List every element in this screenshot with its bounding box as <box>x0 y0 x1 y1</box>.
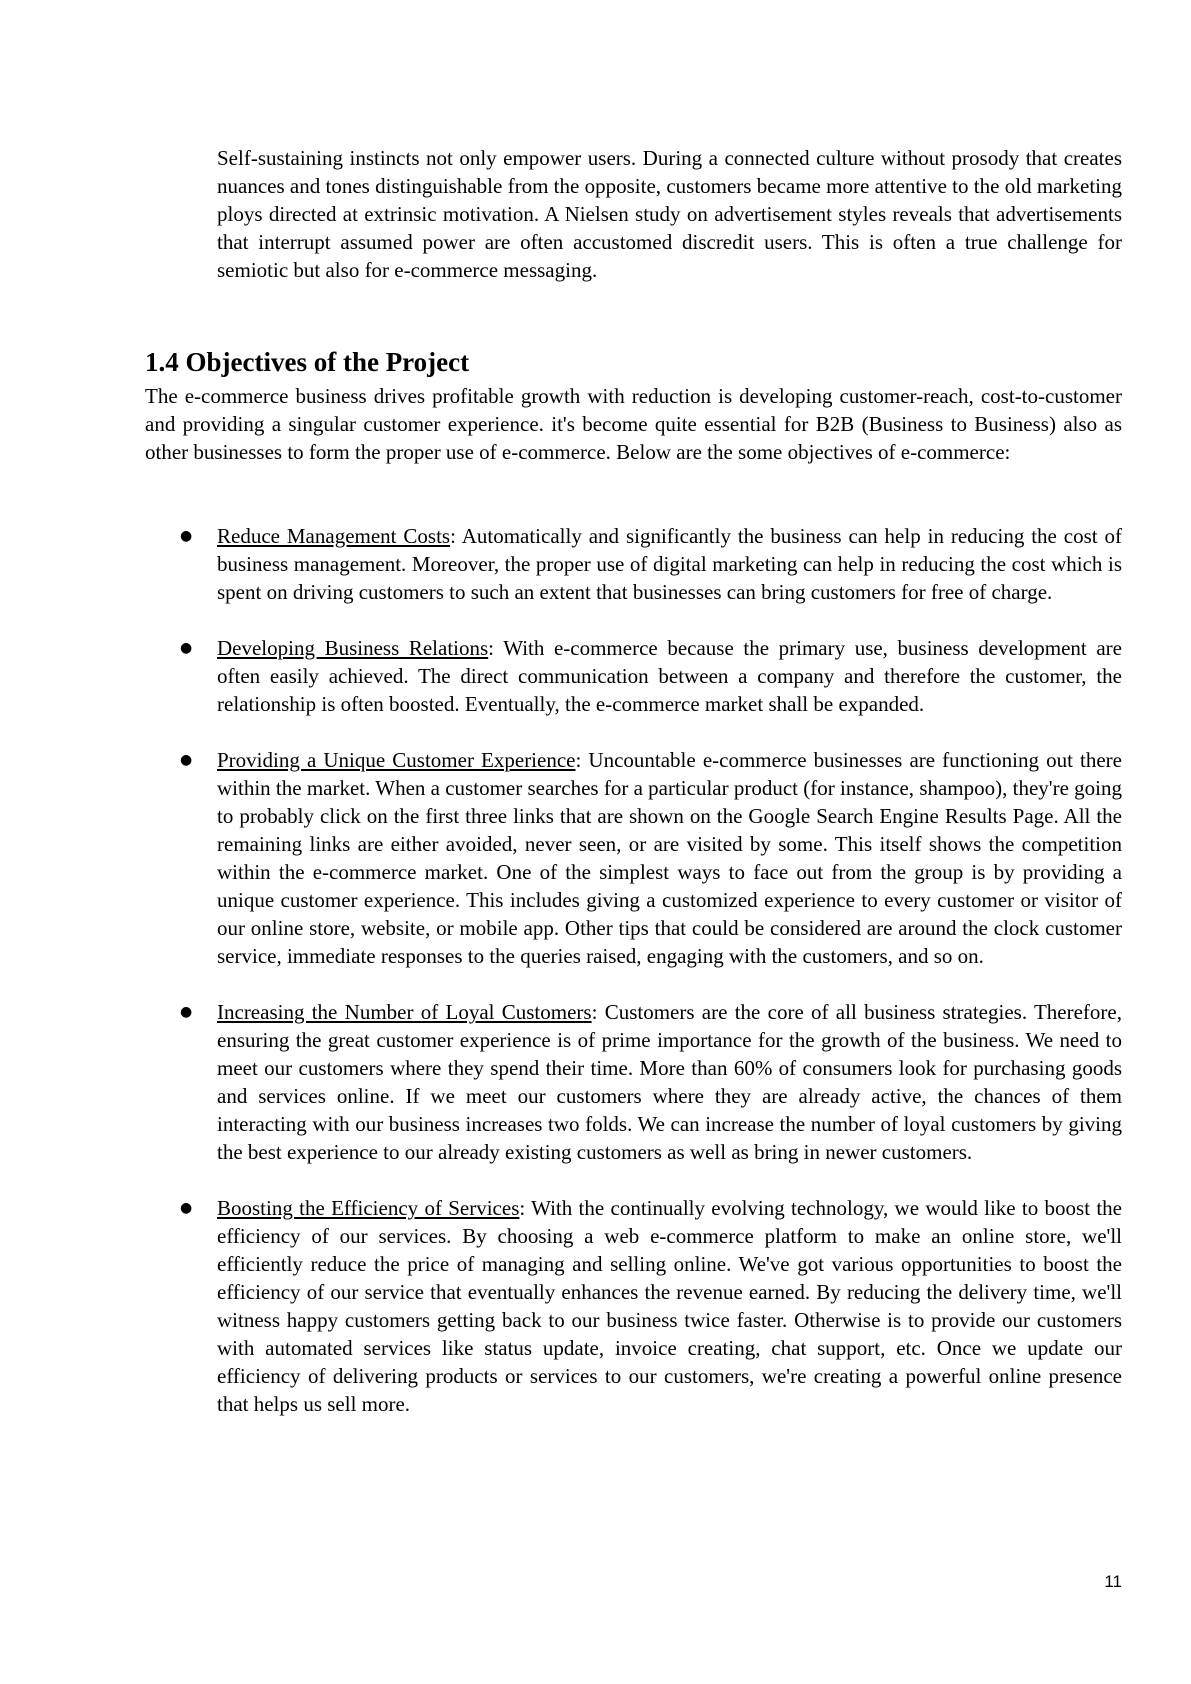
objective-item-developing-business-relations <box>145 634 1122 718</box>
objective-item-unique-customer-experience <box>145 746 1122 970</box>
bullet-icon: ● <box>180 1200 193 1216</box>
section-heading: 1.4 Objectives of the Project <box>145 347 470 377</box>
objective-term: Reduce Management Costs <box>217 524 451 548</box>
objectives-list <box>145 522 1122 1446</box>
objective-term: Increasing the Number of Loyal Customers <box>217 1000 592 1024</box>
bullet-icon: ● <box>180 640 193 656</box>
objective-text: : Uncountable e-commerce businesses are functioning out there within the market. When a customer searches for a particular product (for instance, shampoo), they're going to probably click on the first three links that are shown on the Google Search Engine Results Page. All the remaining links are either avoided, never seen, or are visited by some. This itself shows the competition within the e-commerce market. One of the simplest ways to face out from the group is by providing a unique customer experience. This includes giving a customized experience to every customer or visitor of our online store, website, or mobile app. Other tips that could be considered are around the clock customer service, immediate responses to the queries raised, engaging with the customers, and so on. <box>217 748 1122 968</box>
objective-text: : Customers are the core of all business strategies. Therefore, ensuring the great customer experience is of prime importance for the growth of the business. We need to meet our customers where they spend their time. More than 60% of consumers look for purchasing goods and services online. If we meet our customers where they are already active, the chances of them interacting with our business increases two folds. We can increase the number of loyal customers by giving the best experience to our already existing customers as well as bring in newer customers. <box>217 1000 1122 1164</box>
objective-item-reduce-management-costs <box>145 522 1122 606</box>
bullet-icon: ● <box>180 1004 193 1020</box>
objective-term: Boosting the Efficiency of Services <box>217 1196 520 1220</box>
bullet-icon: ● <box>180 528 193 544</box>
objective-item-loyal-customers <box>145 998 1122 1166</box>
page-number: 11 <box>1104 1572 1122 1591</box>
objective-term: Developing Business Relations <box>217 636 489 660</box>
objective-text: : Automatically and significantly the business can help in reducing the cost of business management. Moreover, the proper use of digital marketing can help in reducing the cost which is spent on driving customers to such an extent that businesses can bring customers for free of charge. <box>217 524 1123 604</box>
bullet-icon: ● <box>180 752 193 768</box>
objective-text: : With the continually evolving technology, we would like to boost the efficiency of our services. By choosing a web e-commerce platform to make an online store, we'll efficiently reduce the price of managing and selling online. We've got various opportunities to boost the efficiency of our service that eventually enhances the revenue earned. By reducing the delivery time, we'll witness happy customers getting back to our business twice faster. Otherwise is to provide our customers with automated services like status update, invoice creating, chat support, etc. Once we update our efficiency of delivering products or services to our customers, we're creating a powerful online presence that helps us sell more. <box>217 1196 1122 1416</box>
section-lead-paragraph: The e-commerce business drives profitable growth with reduction is developing customer-reach, cost-to-customer and providing a singular customer experience. it's become quite essential for B2B (Business to Business) also as other businesses to form the proper use of e-commerce. Below are the some objectives of e-commerce: <box>145 384 1122 464</box>
intro-paragraph: Self-sustaining instincts not only empower users. During a connected culture without prosody that creates nuances and tones distinguishable from the opposite, customers became more attentive to the old marketing ploys directed at extrinsic motivation. A Nielsen study on advertisement styles reveals that advertisements that interrupt assumed power are often accustomed discredit users. This is often a true challenge for semiotic but also for e-commerce messaging. <box>217 146 1122 282</box>
objective-term: Providing a Unique Customer Experience <box>217 748 576 772</box>
objective-text: : With e-commerce because the primary use, business development are often easily achieved. The direct communication between a company and therefore the customer, the relationship is often boosted. Eventually, the e-commerce market shall be expanded. <box>217 636 1122 716</box>
objective-item-efficiency-of-services <box>145 1194 1122 1418</box>
